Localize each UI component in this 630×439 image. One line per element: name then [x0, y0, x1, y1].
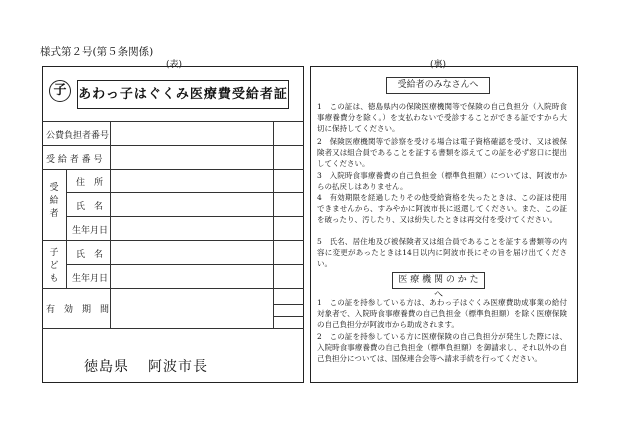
recipient-number-label: 受 給 者 番 号 — [46, 155, 103, 165]
recipient-group-label: 受給者 — [49, 183, 59, 219]
recipient-note-1: 1 この証は、徳島県内の保険医療機関等で保険の自己負担分（入院時食事療養費分を除く。）を支払わないで受診することができる証ですから大切に保持してください。 — [317, 102, 567, 134]
valid-period-label: 有 効 期 間 — [46, 305, 110, 315]
payer-number-label: 公費負担者番号 — [46, 131, 110, 141]
front-side-label: (表) — [166, 60, 183, 70]
form-number: 様式第２号(第５条関係) — [40, 46, 154, 58]
address-label: 住 所 — [76, 178, 104, 188]
child-birthdate-label: 生年月日 — [72, 274, 109, 284]
recipient-note-3: 3 入院時食事療養費の自己負担金（標準負担額）については、阿波市からの払戻しはありません。 — [317, 171, 567, 192]
medical-note-2: 2 この証を持参している方に医療保険の自己負担分が発生した際には、入院時食事療養費の自己負担金（標準負担額）を御請求し、それ以外の自己負担分については、国保連合会等へ請求手続を行ってください。 — [317, 332, 567, 364]
medical-note-1: 1 この証を持参している方は、あわっ子はぐくみ医療費助成事業の給付対象者で、入院時食事療養費の自己負担金（標準負担額）を除く医療保険の自己負担分が阿波市から助成されます。 — [317, 298, 567, 330]
section-medical-title: 医 療 機 関 の か た へ — [392, 272, 485, 289]
recipient-note-2: 2 保険医療機関等で診察を受ける場合は電子資格確認を受け、又は被保険者又は組合員であることを証する書類を添えてこの証を必ず窓口に提出してください。 — [317, 137, 567, 169]
child-name-label: 氏 名 — [76, 250, 104, 260]
back-side-label: (裏) — [430, 60, 447, 70]
recipient-note-5: 5 氏名、居住地及び被保険者又は組合員であることを証する書類等の内容に変更があったときは14日以内に阿波市長にその旨を届け出てください。 — [317, 237, 567, 269]
name-label: 氏 名 — [76, 202, 104, 212]
certificate-title: あわっ子はぐくみ医療費受給者証 — [77, 80, 289, 109]
birthdate-label: 生年月日 — [72, 226, 109, 236]
issuer-city: 阿波市長 — [148, 359, 208, 375]
section-recipients-title: 受給者のみなさんへ — [386, 77, 490, 94]
issuer-prefecture: 徳島県 — [84, 359, 129, 375]
child-mark: 子 — [49, 80, 71, 102]
child-group-label: 子ども — [49, 248, 59, 284]
recipient-note-4: 4 有効期限を経過したりその他受給資格を失ったときは、この証は使用できませんから、すみやかに阿波市長に返還してください。また、この証を破ったり、汚したり、又は紛失したときは再交付を受けてください。 — [317, 193, 567, 225]
